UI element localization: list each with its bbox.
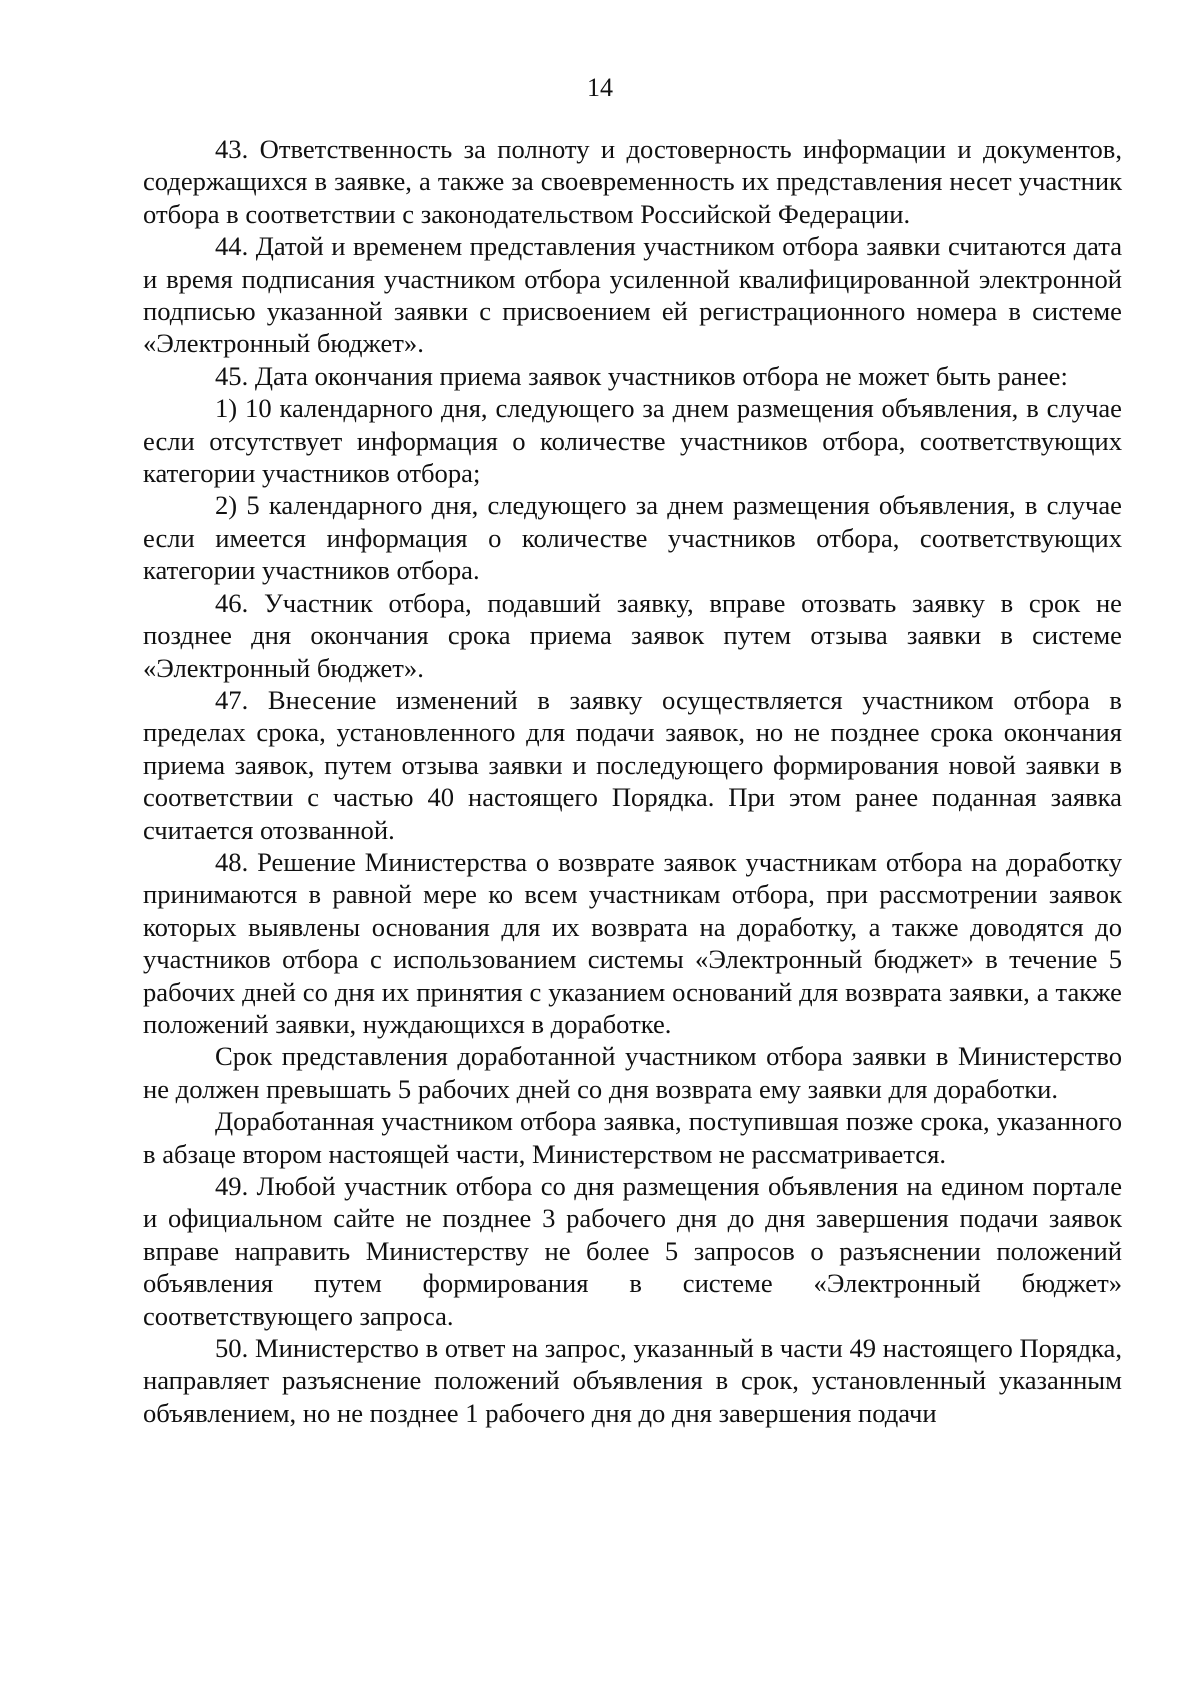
paragraph-45: 45. Дата окончания приема заявок участников отбора не может быть ранее: bbox=[215, 360, 1068, 391]
document-body bbox=[143, 133, 1122, 1429]
paragraph-44: 44. Датой и временем представления участником отбора заявки считаются дата и время подписания участником отбора усиленной квалифицированной электронной подписью указанной заявки с присвоением ей регистрационного номера в системе «Электронный бюджет». bbox=[143, 231, 1122, 359]
paragraph-49: 49. Любой участник отбора со дня размещения объявления на едином портале и официальном сайте не позднее 3 рабочего дня до дня завершения подачи заявок вправе направить Министерству не более 5 запросов о разъяснении положений объявления путем формирования в системе «Электронный бюджет» соответствующего запроса. bbox=[143, 1171, 1122, 1331]
paragraph-45-item-1: 1) 10 календарного дня, следующего за днем размещения объявления, в случае если отсутствует информация о количестве участников отбора, соответствующих категории участников отбора; bbox=[143, 393, 1122, 489]
paragraph-48-second: Срок представления доработанной участником отбора заявки в Министерство не должен превышать 5 рабочих дней со дня возврата ему заявки для доработки. bbox=[143, 1041, 1122, 1104]
paragraph-47: 47. Внесение изменений в заявку осуществляется участником отбора в пределах срока, установленного для подачи заявок, но не позднее срока окончания приема заявок, путем отзыва заявки и последующего формирования новой заявки в соответствии с частью 40 настоящего Порядка. При этом ранее поданная заявка считается отозванной. bbox=[143, 684, 1122, 845]
paragraph-50: 50. Министерство в ответ на запрос, указанный в части 49 настоящего Порядка, направляет разъяснение положений объявления в срок, установленный указанным объявлением, но не позднее 1 рабочего дня до дня завершения подачи bbox=[143, 1333, 1122, 1428]
paragraph-46: 46. Участник отбора, подавший заявку, вправе отозвать заявку в срок не позднее дня окончания срока приема заявок путем отзыва заявки в системе «Электронный бюджет». bbox=[143, 587, 1122, 683]
paragraph-43: 43. Ответственность за полноту и достоверность информации и документов, содержащихся в заявке, а также за своевременность их представления несет участник отбора в соответствии с законодательством Российской Федерации. bbox=[143, 134, 1122, 229]
paragraph-45-item-2: 2) 5 календарного дня, следующего за днем размещения объявления, в случае если имеется информация о количестве участников отбора, соответствующих категории участников отбора. bbox=[143, 490, 1122, 586]
paragraph-48: 48. Решение Министерства о возврате заявок участникам отбора на доработку принимаются в равной мере ко всем участникам отбора, при рассмотрении заявок которых выявлены основания для их возврата на доработку, а также доводятся до участников отбора с использованием системы «Электронный бюджет» в течение 5 рабочих дней со дня их принятия с указанием оснований для возврата заявки, а также положений заявки, нуждающихся в доработке. bbox=[143, 846, 1122, 1039]
page-number: 14 bbox=[587, 73, 613, 102]
paragraph-48-third: Доработанная участником отбора заявка, поступившая позже срока, указанного в абзаце втором настоящей части, Министерством не рассматривается. bbox=[143, 1106, 1122, 1169]
